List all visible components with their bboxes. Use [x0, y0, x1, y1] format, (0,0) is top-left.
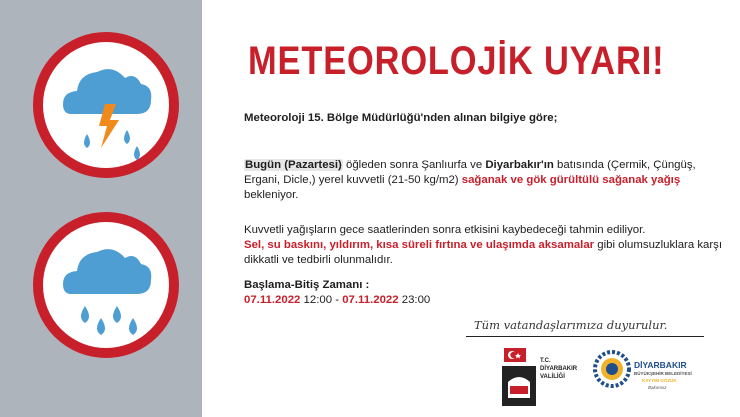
content-area	[218, 0, 740, 417]
page-title: METEOROLOJİK UYARI!	[248, 39, 665, 83]
end-date: 07.11.2022	[342, 294, 399, 306]
governor-logo	[498, 344, 588, 414]
impact-paragraph	[244, 223, 724, 268]
municipality-logo-line4: Bakımsız	[648, 385, 667, 390]
forecast-day: Bugün (Pazartesi)	[245, 159, 342, 171]
municipality-logo-line2: BÜYÜKŞEHİR BELEDİYESİ	[634, 371, 692, 376]
rain-badge	[33, 212, 179, 358]
municipality-logo-line1: DİYARBAKIR	[634, 360, 687, 370]
timing-block	[244, 278, 430, 308]
forecast-text-2: batısında (Çermik, Çüngüş, Ergani, Dicle,) yerel kuvvetli (21-50 kg/m2)	[244, 159, 696, 186]
end-time: 23:00	[398, 294, 431, 306]
intro-text: Meteoroloji 15. Bölge Müdürlüğü'nden alınan bilgiye göre;	[244, 112, 558, 124]
start-time: 12:00 -	[300, 294, 343, 306]
forecast-text-1: öğleden sonra Şanlıurfa ve	[342, 159, 486, 171]
announcement-slogan: Tüm vatandaşlarımıza duyurulur.	[474, 318, 668, 332]
thunderstorm-icon	[43, 42, 169, 168]
governor-logo-line1: T.C.	[540, 358, 551, 364]
timing-label: Başlama-Bitiş Zamanı :	[244, 279, 370, 291]
municipality-logo-line3: KAYYIM GÖZÜK	[642, 378, 677, 383]
municipality-logo	[593, 348, 703, 412]
forecast-text-3: bekleniyor.	[244, 189, 299, 201]
forecast-city: Diyarbakır'ın	[485, 159, 554, 171]
municipality-logo-icon	[593, 350, 631, 388]
impact-warning: Sel, su baskını, yıldırım, kısa süreli fırtına ve ulaşımda aksamalar	[244, 239, 595, 251]
slogan-underline	[466, 336, 704, 337]
impact-text-2: gibi olumsuzluklara karşı dikkatli ve tedbirli olunmalıdır.	[244, 239, 723, 266]
thunderstorm-badge	[33, 32, 179, 178]
forecast-paragraph	[244, 158, 714, 203]
governor-logo-line3: VALİLİĞİ	[540, 374, 565, 380]
rain-icon	[43, 222, 169, 348]
forecast-warning: sağanak ve gök gürültülü sağanak yağış	[461, 174, 681, 186]
start-date: 07.11.2022	[244, 294, 301, 306]
governor-logo-line2: DİYARBAKIR	[540, 366, 578, 372]
impact-text-1: Kuvvetli yağışların gece saatlerinden sonra etkisini kaybedeceği tahmin ediliyor.	[244, 224, 646, 236]
